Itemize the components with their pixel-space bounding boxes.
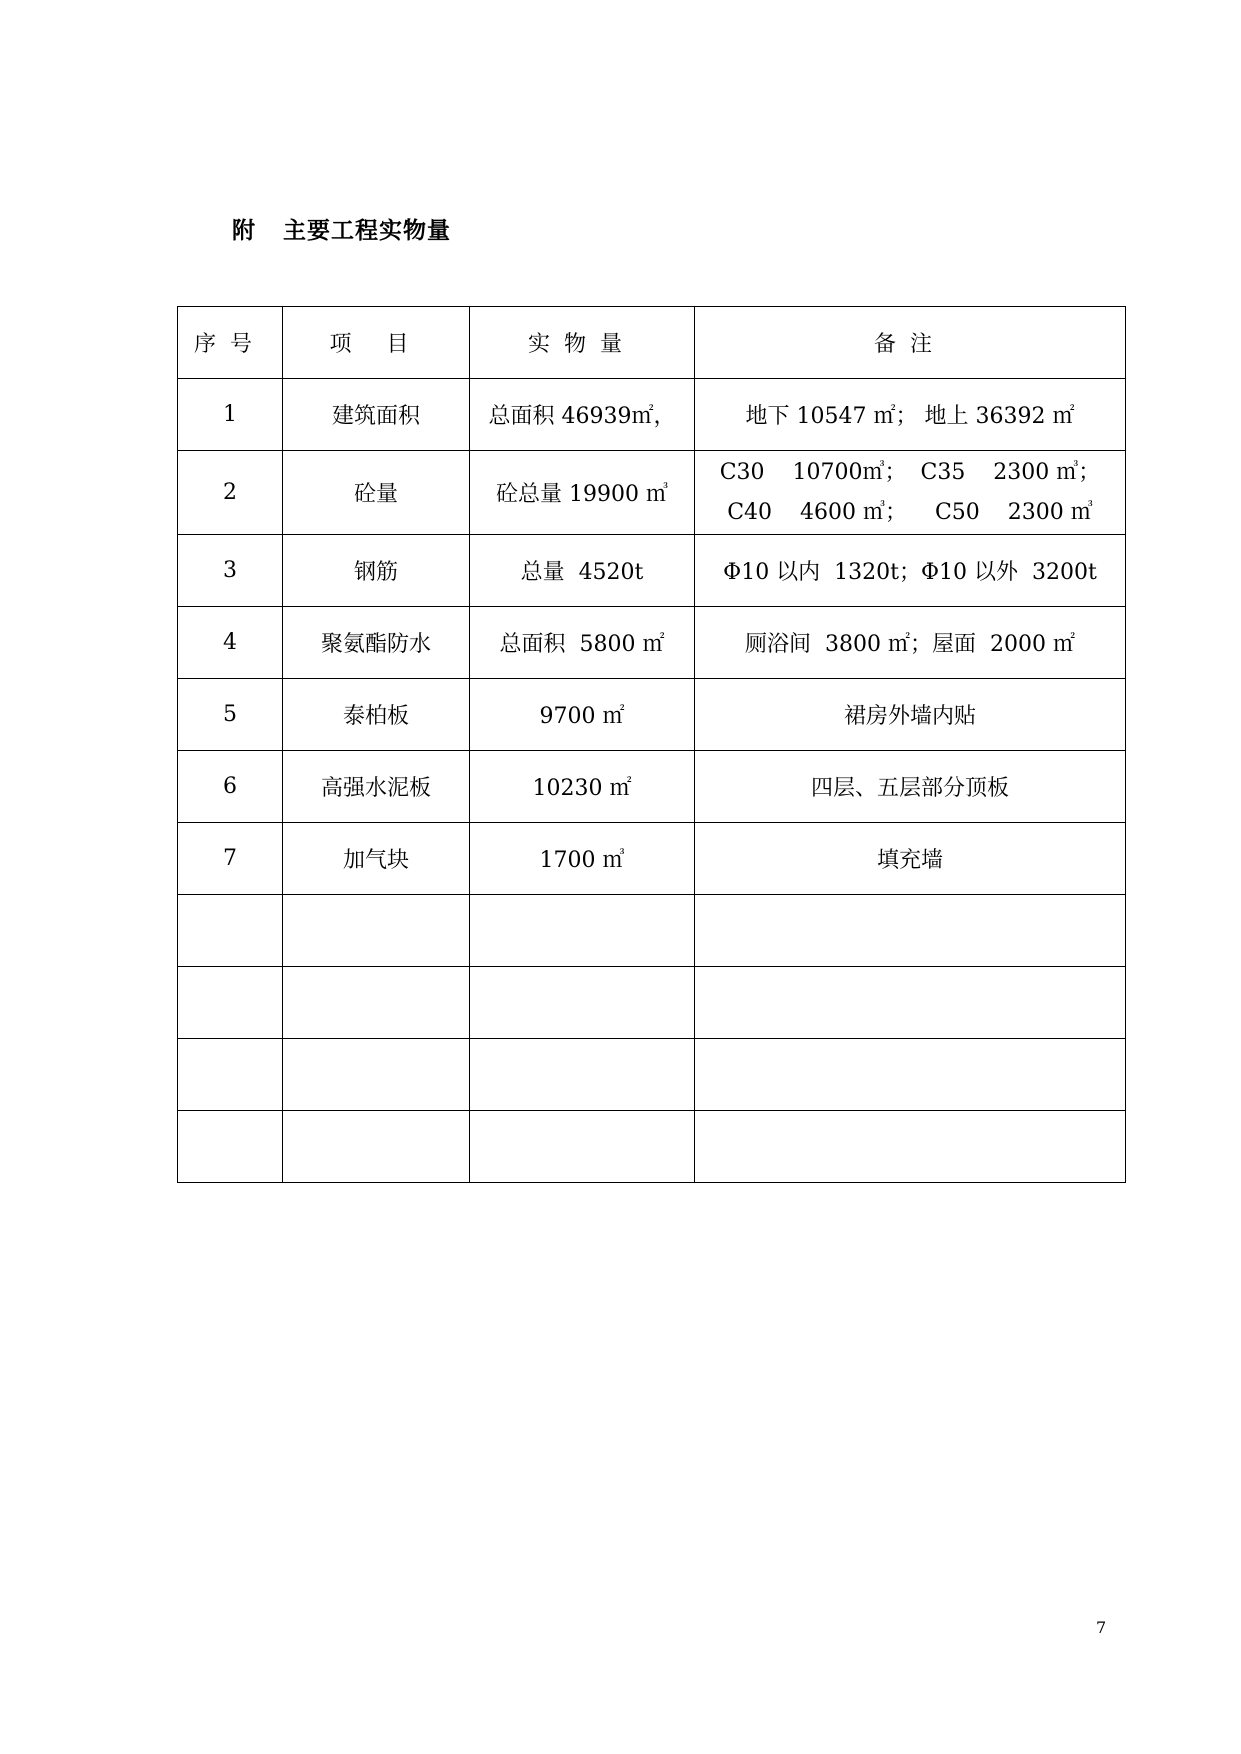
cell-note: 地下 10547 ㎡； 地上 36392 ㎡: [695, 379, 1126, 451]
empty-cell: [695, 1039, 1126, 1111]
header-item: 项 目: [283, 307, 470, 379]
empty-cell: [178, 895, 283, 967]
cell-no: 2: [178, 451, 283, 535]
cell-item: 建筑面积: [283, 379, 470, 451]
note-line: C40 4600 ㎥； C50 2300 ㎥: [727, 499, 1093, 525]
quantity-table: [177, 306, 1126, 1183]
cell-no: 1: [178, 379, 283, 451]
empty-cell: [178, 1039, 283, 1111]
empty-table-row: [178, 895, 1126, 967]
cell-no: 7: [178, 823, 283, 895]
cell-quantity: 砼总量 19900 ㎥: [470, 451, 695, 535]
header-quantity: 实物量: [470, 307, 695, 379]
empty-cell: [283, 1111, 470, 1183]
table-row: [178, 535, 1126, 607]
cell-no: 3: [178, 535, 283, 607]
table-row: [178, 679, 1126, 751]
cell-note: 厕浴间 3800 ㎡；屋面 2000 ㎡: [695, 607, 1126, 679]
cell-no: 6: [178, 751, 283, 823]
cell-quantity: 1700 ㎥: [470, 823, 695, 895]
empty-cell: [178, 1111, 283, 1183]
empty-cell: [695, 895, 1126, 967]
table-row: [178, 451, 1126, 535]
cell-note: 四层、五层部分顶板: [695, 751, 1126, 823]
empty-cell: [283, 967, 470, 1039]
cell-item: 聚氨酯防水: [283, 607, 470, 679]
empty-cell: [470, 1039, 695, 1111]
page-title: 附 主要工程实物量: [232, 218, 452, 244]
table-row: [178, 607, 1126, 679]
cell-quantity: 总量 4520t: [470, 535, 695, 607]
table-row: [178, 751, 1126, 823]
table-row: [178, 379, 1126, 451]
empty-cell: [470, 895, 695, 967]
cell-note: 裙房外墙内贴: [695, 679, 1126, 751]
table-header-row: [178, 307, 1126, 379]
cell-note: Φ10 以内 1320t；Φ10 以外 3200t: [695, 535, 1126, 607]
cell-quantity: 10230 ㎡: [470, 751, 695, 823]
cell-note: [695, 451, 1126, 535]
header-note: 备注: [695, 307, 1126, 379]
cell-item: 高强水泥板: [283, 751, 470, 823]
empty-cell: [178, 967, 283, 1039]
cell-no: 4: [178, 607, 283, 679]
header-no: 序号: [178, 307, 283, 379]
cell-quantity: 总面积 46939㎡，: [470, 379, 695, 451]
empty-cell: [283, 1039, 470, 1111]
cell-item: 钢筋: [283, 535, 470, 607]
cell-item: 加气块: [283, 823, 470, 895]
empty-table-row: [178, 967, 1126, 1039]
empty-cell: [470, 1111, 695, 1183]
page-number: 7: [1096, 1618, 1107, 1637]
cell-note: 填充墙: [695, 823, 1126, 895]
table-row: [178, 823, 1126, 895]
note-line: C30 10700㎥； C35 2300 ㎥；: [719, 459, 1101, 485]
empty-cell: [695, 967, 1126, 1039]
empty-table-row: [178, 1039, 1126, 1111]
cell-item: 泰柏板: [283, 679, 470, 751]
cell-quantity: 9700 ㎡: [470, 679, 695, 751]
empty-table-row: [178, 1111, 1126, 1183]
empty-cell: [695, 1111, 1126, 1183]
empty-cell: [283, 895, 470, 967]
cell-no: 5: [178, 679, 283, 751]
cell-item: 砼量: [283, 451, 470, 535]
empty-cell: [470, 967, 695, 1039]
cell-quantity: 总面积 5800 ㎡: [470, 607, 695, 679]
